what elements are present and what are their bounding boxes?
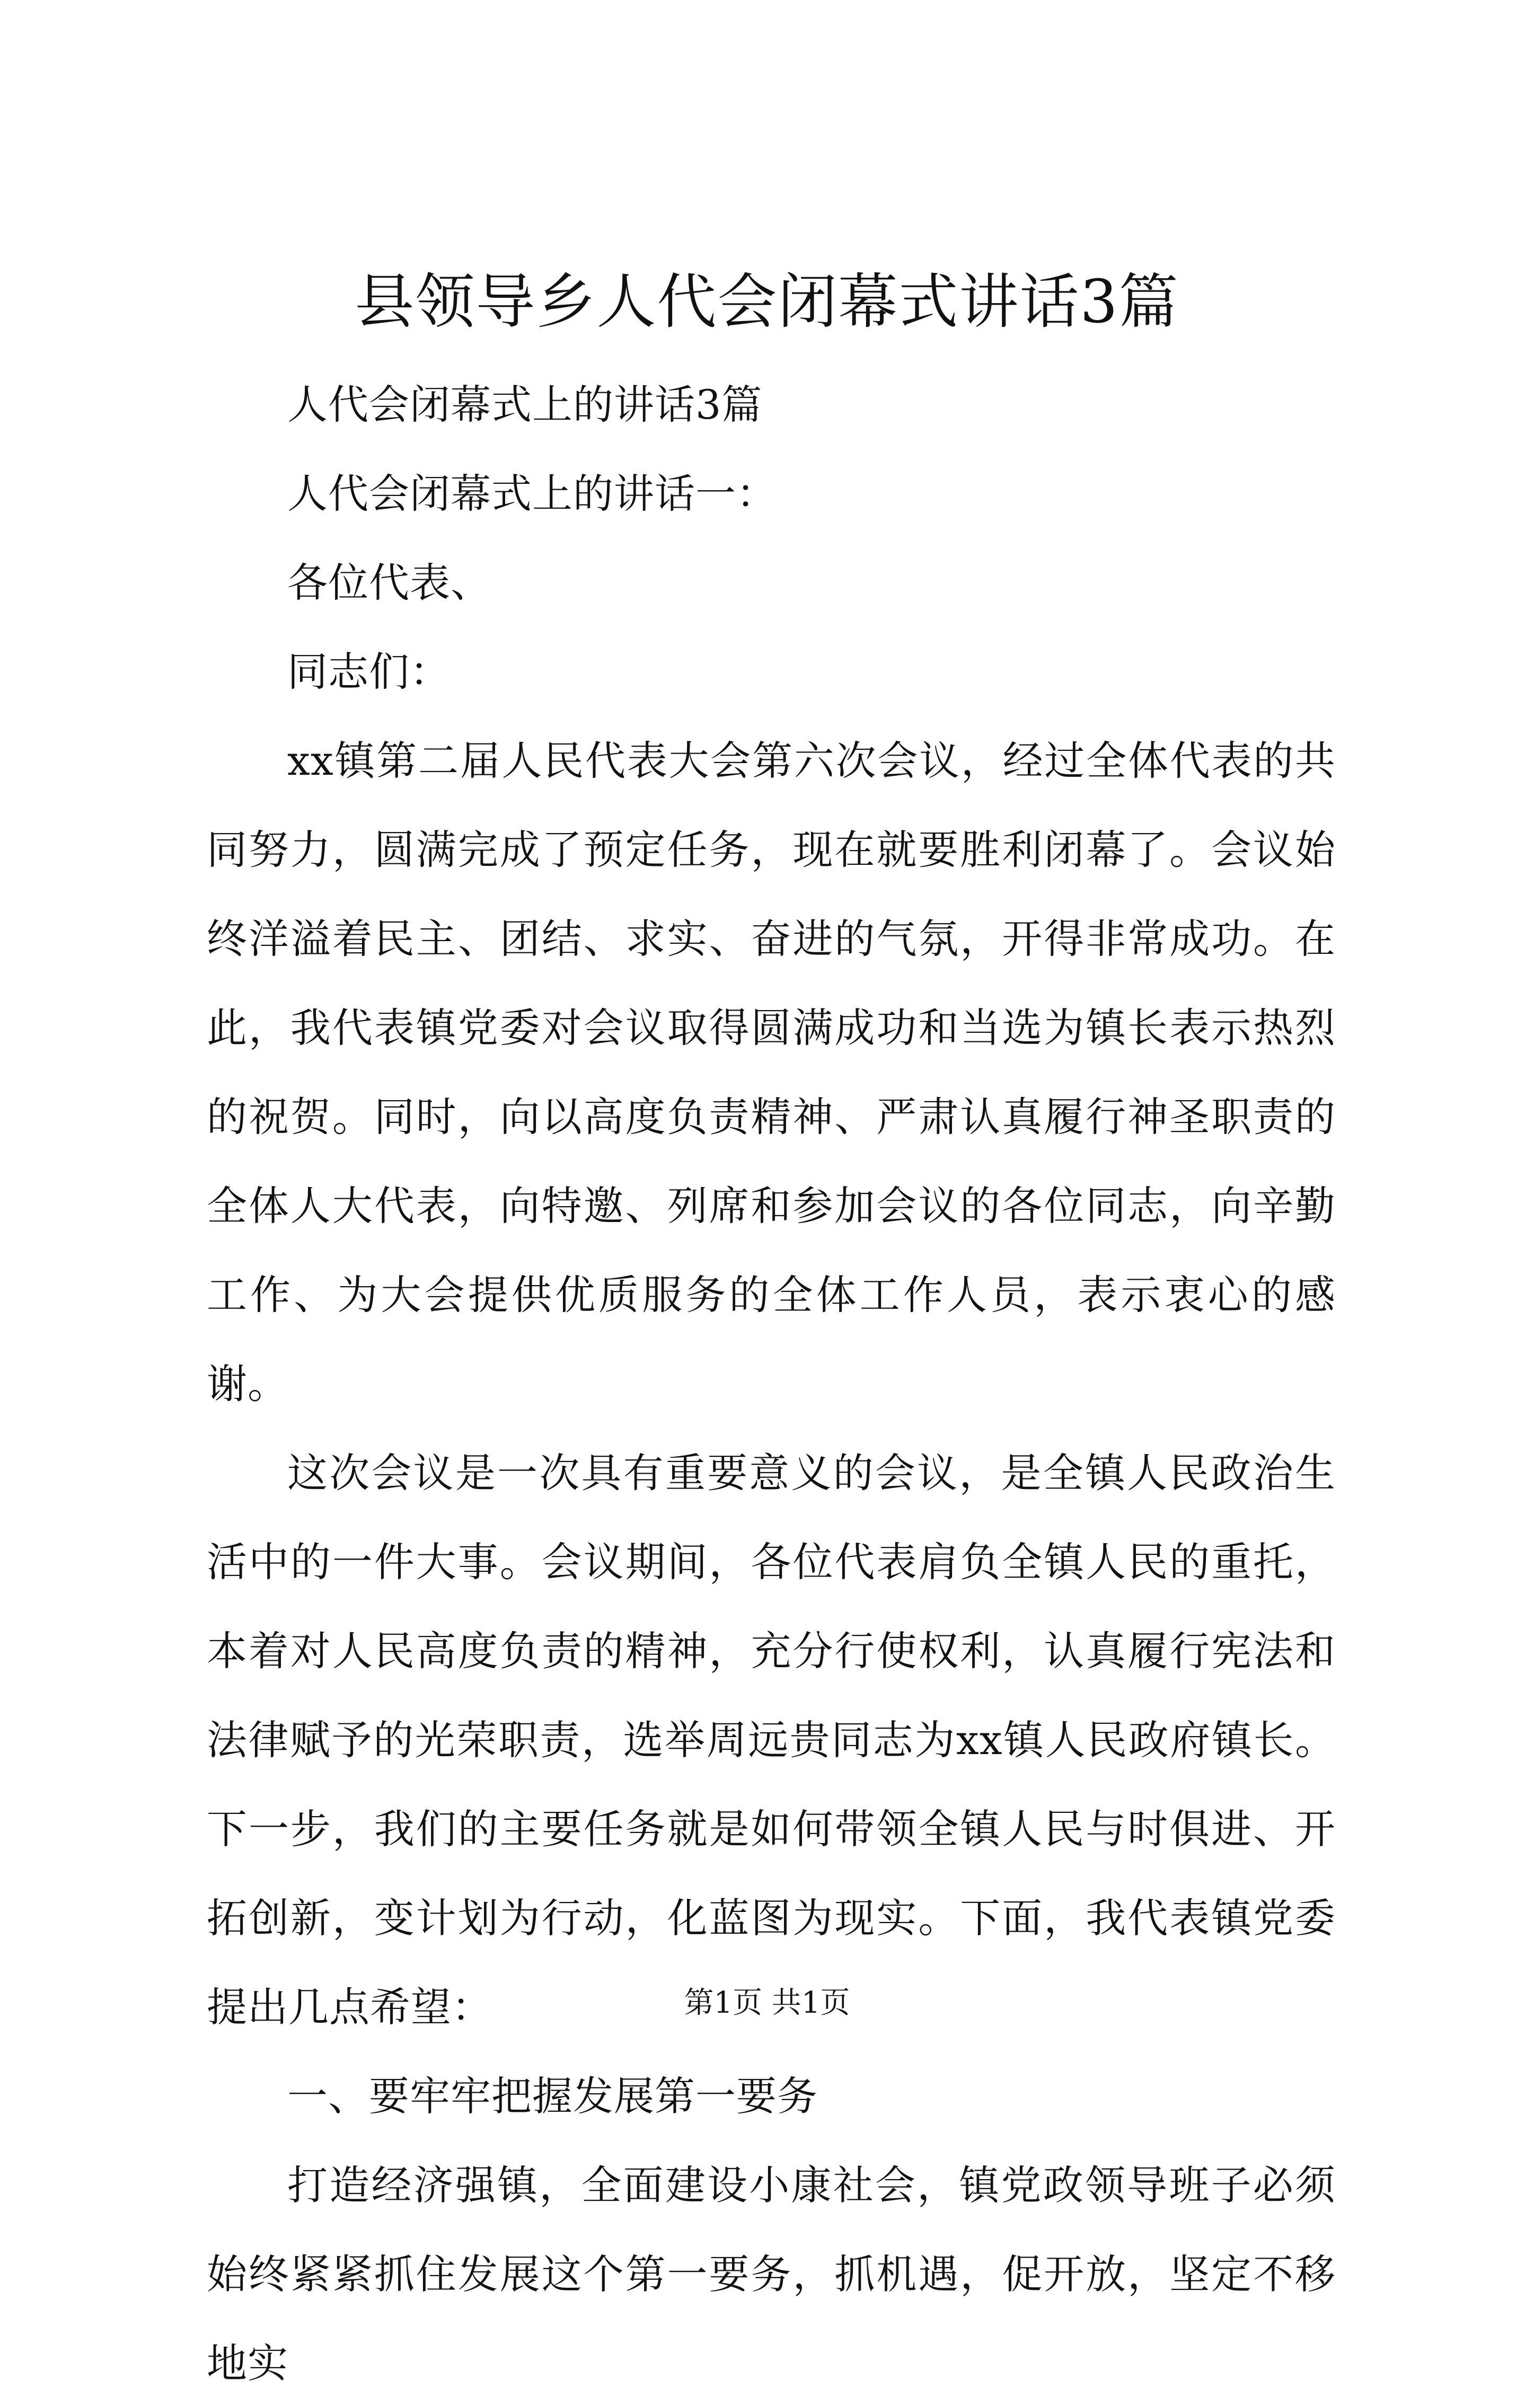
body-paragraph: 这次会议是一次具有重要意义的会议，是全镇人民政治生活中的一件大事。会议期间，各位代表肩负全镇人民的重托，本着对人民高度负责的精神，充分行使权利，认真履行宪法和法律赋予的光荣职责，选举周远贵同志为xx镇人民政府镇长。下一步，我们的主要任务就是如何带领全镇人民与时俱进、开拓创新，变计划为行动，化蓝图为现实。下面，我代表镇党委提出几点希望： bbox=[207, 1449, 1336, 2031]
document-title: 县领导乡人代会闭幕式讲话3篇 bbox=[355, 268, 1179, 337]
section-heading: 一、要牢牢把握发展第一要务 bbox=[287, 2073, 818, 2120]
body-paragraph: xx镇第二届人民代表大会第六次会议，经过全体代表的共同努力，圆满完成了预定任务，现在就要胜利闭幕了。会议始终洋溢着民主、团结、求实、奋进的气氛，开得非常成功。在此，我代表镇党委对会议取得圆满成功和当选为镇长表示热烈的祝贺。同时，向以高度负责精神、严肃认真履行神圣职责的全体人大代表，向特邀、列席和参加会议的各位同志，向辛勤工作、为大会提供优质服务的全体工作人员，表示衷心的感谢。 bbox=[207, 737, 1336, 1407]
page-footer: 第1页 共1页 bbox=[684, 1986, 850, 2020]
salutation-line: 各位代表、 bbox=[287, 559, 491, 606]
subtitle-line: 人代会闭幕式上的讲话3篇 bbox=[287, 381, 763, 428]
salutation-line: 同志们： bbox=[287, 648, 451, 695]
speech-heading: 人代会闭幕式上的讲话一： bbox=[287, 470, 777, 517]
document-body bbox=[207, 360, 1336, 2408]
body-paragraph: 打造经济强镇，全面建设小康社会，镇党政领导班子必须始终紧紧抓住发展这个第一要务，抓机遇，促开放，坚定不移地实 bbox=[207, 2162, 1336, 2387]
